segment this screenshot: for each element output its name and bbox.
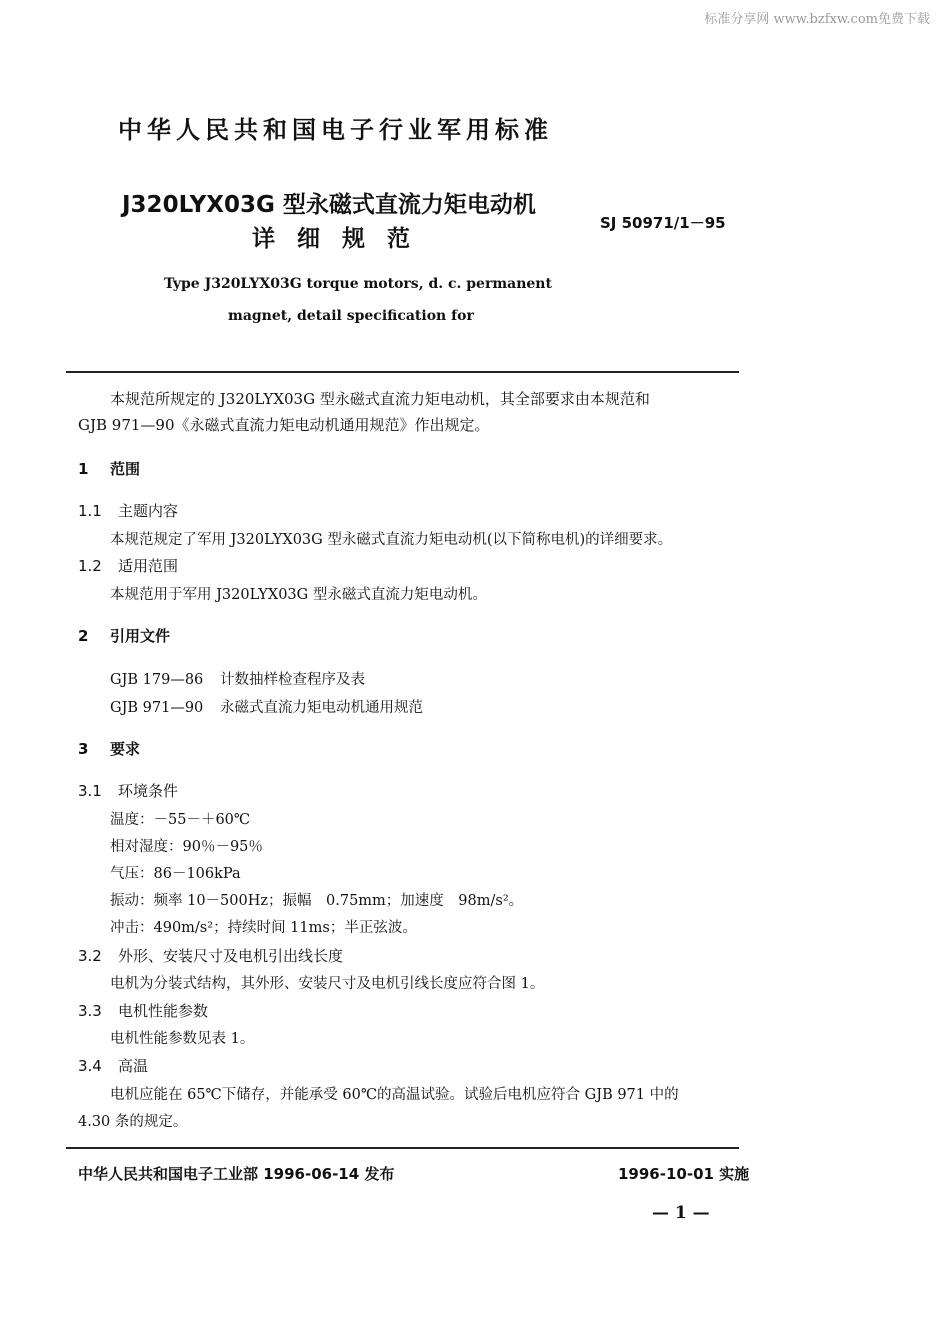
section-number: 3.3 [78, 1002, 102, 1020]
section-1-1-text: 本规范规定了军用 J320LYX03G 型永磁式直流力矩电动机(以下简称电机)的详细要求。 [110, 532, 673, 548]
section-number: 3.2 [78, 947, 102, 965]
section-3-2-text: 电机为分装式结构，其外形、安装尺寸及电机引线长度应符合图 1。 [110, 976, 545, 992]
document-title-line2: 详细规范 [252, 226, 432, 252]
section-title: 范围 [110, 460, 141, 478]
standard-title: 中华人民共和国电子行业军用标准 [118, 116, 553, 144]
section-title: 主题内容 [118, 502, 179, 520]
section-title: 环境条件 [118, 782, 179, 800]
section-3-2-heading [78, 945, 343, 966]
reference-code: GJB 971—90 [110, 700, 204, 716]
environment-condition-item: 冲击：490m/s²；持续时间 11ms；半正弦波。 [110, 920, 417, 936]
section-title: 引用文件 [110, 627, 171, 645]
watermark-text: 标准分享网 www.bzfxw.com免费下载 [704, 12, 930, 27]
section-number: 1 [78, 460, 89, 478]
section-1-heading [78, 458, 140, 479]
section-3-1-heading [78, 780, 178, 801]
effective-date: 1996-10-01 实施 [618, 1165, 750, 1183]
section-title: 适用范围 [118, 557, 179, 575]
reference-code: GJB 179—86 [110, 672, 204, 688]
document-title-line1: J320LYX03G 型永磁式直流力矩电动机 [122, 192, 536, 218]
section-3-heading [78, 738, 140, 759]
environment-condition-item: 振动：频率 10－500Hz；振幅 0.75mm；加速度 98m/s²。 [110, 893, 524, 909]
section-3-4-text-line1: 电机应能在 65℃下储存，并能承受 60℃的高温试验。试验后电机应符合 GJB 971 中的 [110, 1087, 679, 1103]
section-title: 要求 [110, 740, 141, 758]
section-3-4-heading [78, 1055, 148, 1076]
english-title-line2: magnet, detail specification for [228, 308, 474, 324]
reference-item [110, 696, 423, 717]
environment-condition-item: 相对湿度：90％－95％ [110, 839, 263, 855]
section-number: 1.1 [78, 502, 102, 520]
section-number: 2 [78, 627, 89, 645]
section-title: 外形、安装尺寸及电机引出线长度 [118, 947, 344, 965]
footer-divider [66, 1147, 739, 1149]
english-title-line1: Type J320LYX03G torque motors, d. c. permanent [164, 276, 552, 292]
section-3-4-text-line2: 4.30 条的规定。 [78, 1114, 188, 1130]
section-title: 高温 [118, 1057, 149, 1075]
section-number: 3.1 [78, 782, 102, 800]
section-2-heading [78, 625, 170, 646]
section-1-2-heading [78, 555, 178, 576]
section-3-3-heading [78, 1000, 208, 1021]
page-number: — 1 — [652, 1203, 710, 1223]
header-divider [66, 371, 739, 373]
reference-name: 计数抽样检查程序及表 [220, 672, 365, 688]
standard-code: SJ 50971/1－95 [600, 214, 726, 232]
section-3-3-text: 电机性能参数见表 1。 [110, 1031, 255, 1047]
reference-name: 永磁式直流力矩电动机通用规范 [220, 700, 423, 716]
section-number: 3 [78, 740, 89, 758]
section-1-1-heading [78, 500, 178, 521]
issue-date: 中华人民共和国电子工业部 1996-06-14 发布 [78, 1165, 395, 1183]
intro-paragraph-line2: GJB 971—90《永磁式直流力矩电动机通用规范》作出规定。 [78, 416, 490, 434]
section-title: 电机性能参数 [118, 1002, 209, 1020]
section-number: 3.4 [78, 1057, 102, 1075]
environment-condition-item: 温度：－55－＋60℃ [110, 812, 251, 828]
environment-condition-item: 气压：86－106kPa [110, 866, 241, 882]
section-number: 1.2 [78, 557, 102, 575]
reference-item [110, 668, 365, 689]
section-1-2-text: 本规范用于军用 J320LYX03G 型永磁式直流力矩电动机。 [110, 587, 487, 603]
intro-paragraph-line1: 本规范所规定的 J320LYX03G 型永磁式直流力矩电动机，其全部要求由本规范和 [110, 390, 650, 408]
